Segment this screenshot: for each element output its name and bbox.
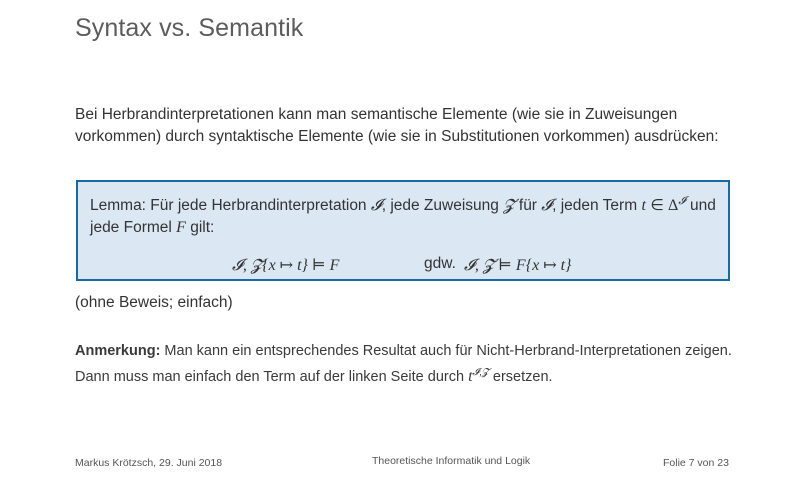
remark-symbol-sup: 𝓘,𝓩	[472, 367, 489, 378]
proof-note: (ohne Beweis; einfach)	[75, 294, 233, 311]
remark-text-2: ersetzen.	[488, 368, 553, 385]
lemma-text-1: Lemma: Für jede Herbrandinterpretation	[90, 197, 371, 215]
lemma-text-7: gilt:	[185, 219, 215, 237]
lemma-box	[76, 180, 730, 281]
symbol-t: t	[641, 197, 646, 215]
lemma-text-6: und jede Formel	[90, 197, 716, 237]
remark-label: Anmerkung:	[75, 343, 161, 359]
footer-course: Theoretische Informatik und Logik	[372, 455, 531, 467]
lemma-text-5: ∈	[645, 197, 669, 215]
lemma-text-2: , jede Zuweisung	[381, 197, 504, 215]
slide-title: Syntax vs. Semantik	[75, 14, 304, 42]
lemma-text-3: für	[514, 197, 542, 215]
lemma-statement	[90, 190, 726, 239]
symbol-delta: Δ	[668, 197, 679, 215]
symbol-delta-sup: 𝓘	[678, 195, 686, 207]
formula-gdw: gdw.	[424, 255, 456, 272]
symbol-Z: 𝓩	[503, 197, 515, 215]
formula-right: 𝓘, 𝓩 ⊨ F{x ↦ t}	[464, 257, 572, 274]
symbol-I-2: 𝓘	[541, 197, 553, 215]
symbol-I: 𝓘	[370, 197, 382, 215]
intro-paragraph: Bei Herbrandinterpretationen kann man semantische Elemente (wie sie in Zuweisungen vorkommen) durch syntaktische Elemente (wie sie in Substitutionen vorkommen) ausdrücken:	[75, 106, 719, 145]
remark-symbol-t: t	[468, 367, 473, 385]
formula-left: 𝓘, 𝓩{x ↦ t} ⊨ F	[232, 257, 340, 274]
footer-page-number: Folie 7 von 23	[663, 457, 729, 469]
remark-paragraph	[75, 340, 765, 388]
lemma-text-4: , jeden Term	[552, 197, 642, 215]
footer-author-date: Markus Krötzsch, 29. Juni 2018	[75, 457, 223, 469]
remark-text-1: Man kann ein entsprechendes Resultat auch für Nicht-Herbrand-Interpretationen zeigen. Dann muss man einfach den Term auf der linken Seite durch	[75, 343, 732, 385]
symbol-F: F	[176, 219, 186, 237]
